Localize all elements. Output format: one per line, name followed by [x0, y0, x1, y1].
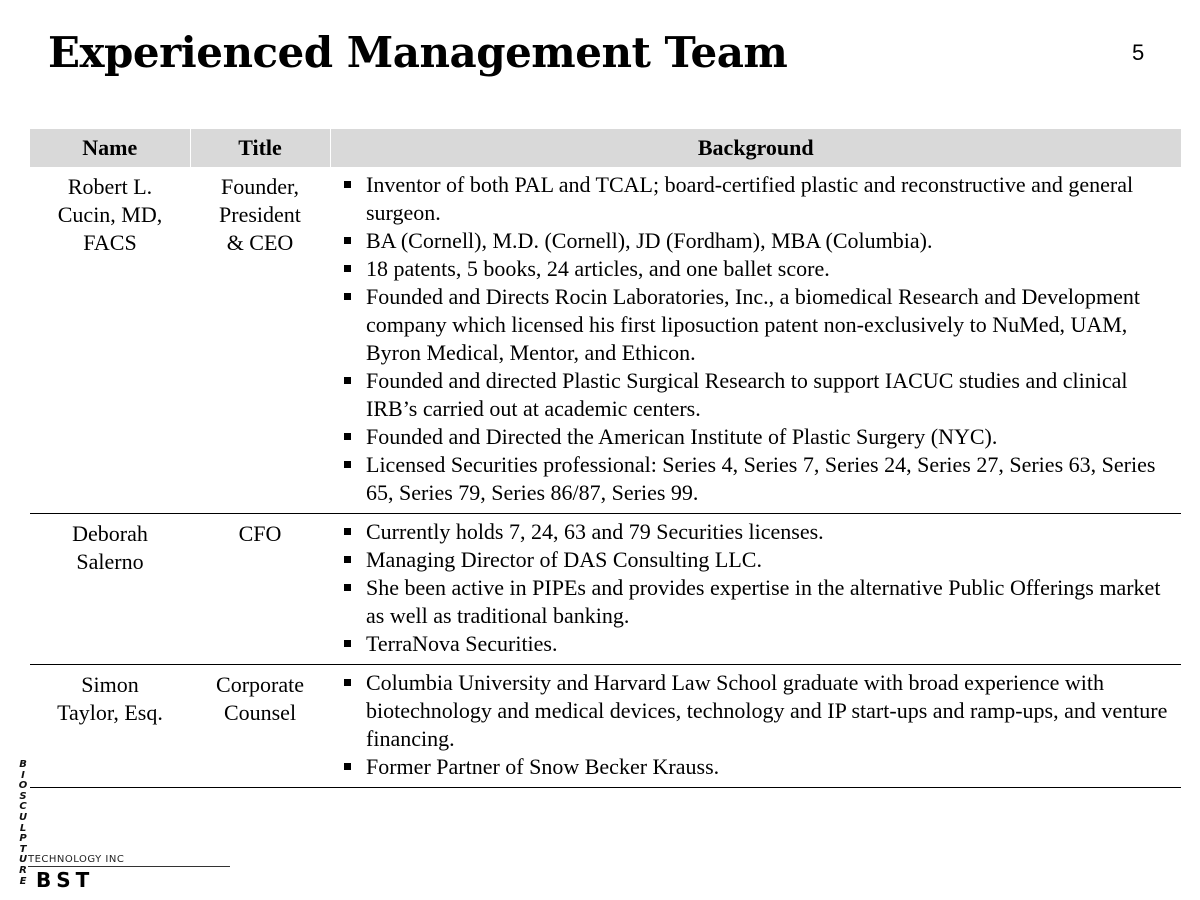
list-item [344, 753, 1181, 781]
member-name: Simon Taylor, Esq. [57, 672, 163, 725]
bullet-square-icon [344, 640, 351, 647]
bullet-square-icon [344, 528, 351, 535]
bullet-square-icon [344, 265, 351, 272]
list-item [344, 518, 1181, 546]
member-name: Robert L. Cucin, MD, FACS [57, 174, 163, 255]
management-table [30, 129, 1181, 788]
table-row-deborah-salerno [30, 514, 1181, 665]
bullet-text: Former Partner of Snow Becker Krauss. [366, 754, 720, 779]
logo-abbreviation: BST [36, 868, 95, 892]
list-item [344, 451, 1181, 507]
background-list [330, 669, 1181, 781]
bullet-text: TerraNova Securities. [366, 631, 558, 656]
bullet-square-icon [344, 293, 351, 300]
bullet-square-icon [344, 377, 351, 384]
list-item [344, 255, 1181, 283]
bullet-square-icon [344, 763, 351, 770]
logo-divider [28, 866, 230, 867]
list-item [344, 171, 1181, 227]
member-title: Corporate Counsel [216, 672, 304, 725]
bullet-text: She been active in PIPEs and provides expertise in the alternative Public Offerings market as well as traditional banking. [366, 575, 1161, 628]
logo-tagline: TECHNOLOGY INC [28, 854, 125, 865]
header-background: Background [330, 129, 1181, 167]
bullet-square-icon [344, 584, 351, 591]
logo-vertical-wordmark: B I O S C U L P T U R E [18, 759, 28, 887]
bullet-square-icon [344, 679, 351, 686]
member-name: Deborah Salerno [72, 521, 148, 574]
list-item [344, 423, 1181, 451]
bullet-text: Managing Director of DAS Consulting LLC. [366, 547, 762, 572]
list-item [344, 574, 1181, 630]
bullet-text: Inventor of both PAL and TCAL; board-certified plastic and reconstructive and general surgeon. [366, 172, 1134, 225]
bullet-text: Founded and Directs Rocin Laboratories, Inc., a biomedical Research and Development company which licensed his first liposuction patent non-exclusively to NuMed, UAM, Byron Medical, Mentor, and Ethicon. [366, 284, 1141, 365]
header-name: Name [30, 129, 190, 167]
bullet-text: Founded and directed Plastic Surgical Research to support IACUC studies and clinical IRB’s carried out at academic centers. [366, 368, 1128, 421]
list-item [344, 283, 1181, 367]
page-number: 5 [1132, 40, 1145, 65]
bullet-square-icon [344, 433, 351, 440]
bullet-square-icon [344, 181, 351, 188]
background-list [330, 518, 1181, 658]
bullet-text: Founded and Directed the American Institute of Plastic Surgery (NYC). [366, 424, 998, 449]
member-title: CFO [238, 521, 282, 546]
member-background [330, 514, 1181, 665]
bullet-text: Currently holds 7, 24, 63 and 79 Securities licenses. [366, 519, 824, 544]
member-title: Founder, President & CEO [219, 174, 301, 255]
bullet-square-icon [344, 237, 351, 244]
page-title: Experienced Management Team [48, 28, 788, 77]
list-item [344, 630, 1181, 658]
bullet-text: Licensed Securities professional: Series 4, Series 7, Series 24, Series 27, Series 63, Series 65, Series 79, Series 86/87, Series 99. [366, 452, 1156, 505]
bullet-square-icon [344, 461, 351, 468]
header-title: Title [190, 129, 330, 167]
bullet-text: BA (Cornell), M.D. (Cornell), JD (Fordham), MBA (Columbia). [366, 228, 933, 253]
member-background [330, 665, 1181, 788]
table-row-robert-cucin [30, 167, 1181, 514]
bullet-text: 18 patents, 5 books, 24 articles, and one ballet score. [366, 256, 830, 281]
list-item [344, 669, 1181, 753]
table-header-row [30, 129, 1181, 167]
bullet-text: Columbia University and Harvard Law School graduate with broad experience with biotechnology and medical devices, technology and IP start-ups and ramp-ups, and venture financing. [366, 670, 1168, 751]
list-item [344, 227, 1181, 255]
company-logo [10, 760, 240, 900]
list-item [344, 546, 1181, 574]
member-background [330, 167, 1181, 514]
list-item [344, 367, 1181, 423]
bullet-square-icon [344, 556, 351, 563]
background-list [330, 171, 1181, 507]
